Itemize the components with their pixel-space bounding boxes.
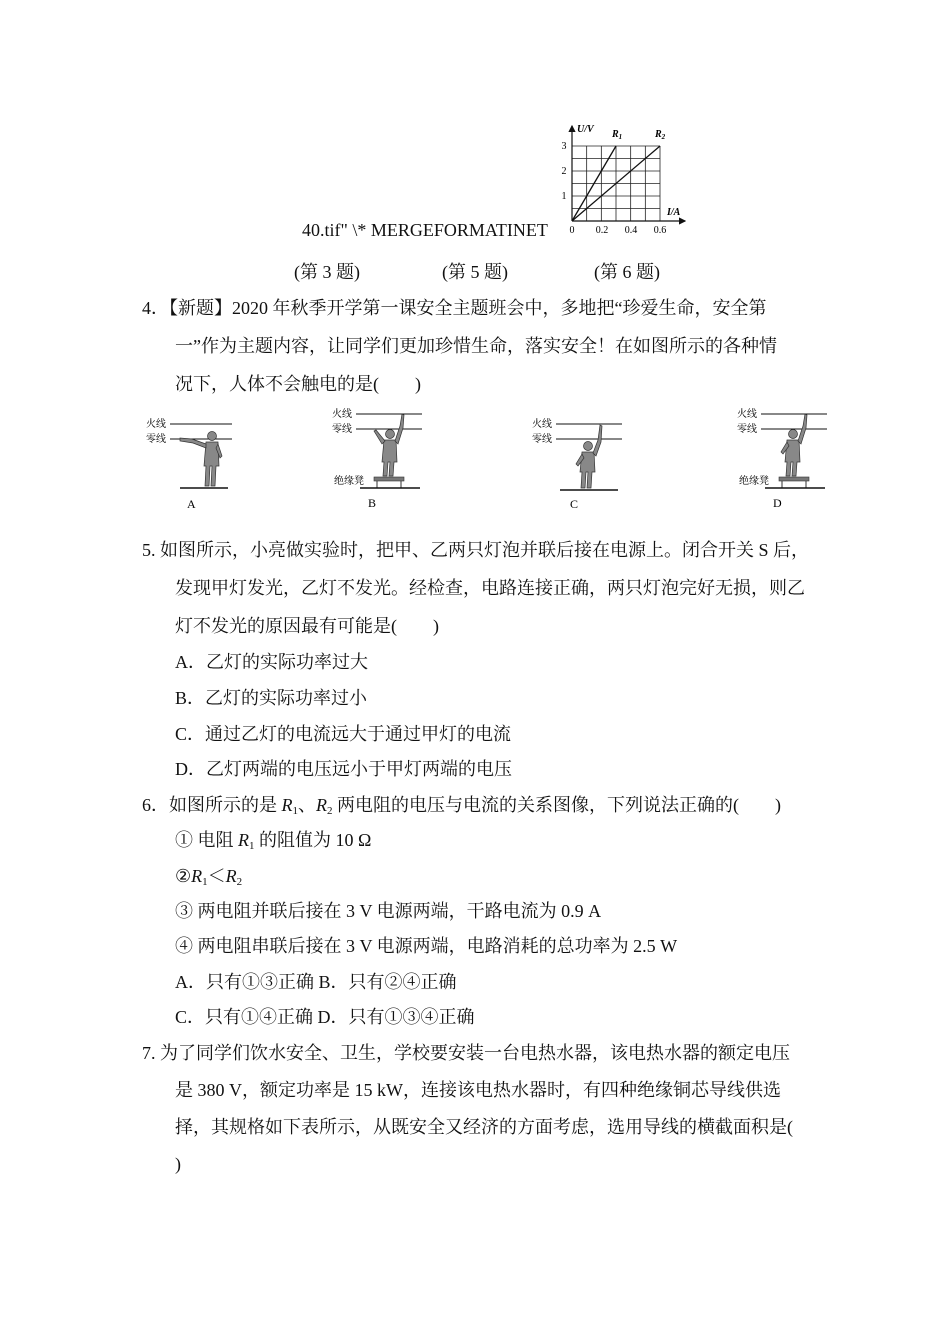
q7-stem-line1: 7. 为了同学们饮水安全、卫生，学校要安装一台电热水器，该电热水器的额定电压 xyxy=(142,1043,790,1063)
svg-text:零线: 零线 xyxy=(737,424,757,435)
svg-text:零线: 零线 xyxy=(532,434,552,445)
q4-figure-d xyxy=(735,404,835,514)
svg-text:火线: 火线 xyxy=(532,419,552,430)
y-axis-label: U/V xyxy=(577,124,594,135)
svg-text:C: C xyxy=(570,497,579,511)
x-axis-label: I/A xyxy=(667,207,681,218)
q4-stem-line1: 4．【新题】2020 年秋季开学第一课安全主题班会中，多地把“珍爱生命，安全第 xyxy=(142,298,767,318)
svg-text:火线: 火线 xyxy=(146,419,166,430)
caption-q5: (第 5 题) xyxy=(442,262,508,282)
q6-stem: 6．如图所示的是 $R_1$、$R_2$ 两电阻的电压与电流的关系图像，下列说法正确的( ) xyxy=(142,795,781,817)
svg-text:火线: 火线 xyxy=(332,409,352,420)
caption-q6: (第 6 题) xyxy=(594,262,660,282)
q6-item-3: ③ 两电阻并联后接在 3 V 电源两端，干路电流为 0.9 A xyxy=(175,901,602,921)
svg-text:零线: 零线 xyxy=(146,434,166,445)
q6-options-cd: C．只有①④正确 D．只有①③④正确 xyxy=(175,1007,475,1027)
q4-stem-line3: 况下，人体不会触电的是( ) xyxy=(175,374,421,394)
svg-text:B: B xyxy=(368,496,377,510)
y-tick-label: 3 xyxy=(561,141,567,152)
q5-stem-line2: 发现甲灯发光，乙灯不发光。经检查，电路连接正确，两只灯泡完好无损，则乙 xyxy=(175,578,805,598)
r2-label: $R_2$ xyxy=(655,129,666,141)
svg-text:A: A xyxy=(187,497,196,511)
q4-figure-b xyxy=(330,404,430,514)
q6-item-2: $②R_1<R_2$ xyxy=(175,866,243,888)
q7-stem-line3: 择，其规格如下表所示，从既安全又经济的方面考虑，选用导线的横截面积是( xyxy=(175,1117,793,1137)
svg-text:绝缘凳: 绝缘凳 xyxy=(739,476,769,487)
x-tick-label: 0.2 xyxy=(595,225,609,236)
q4-figure-c xyxy=(530,414,630,514)
x-tick-label: 0 xyxy=(569,225,575,236)
y-tick-label: 2 xyxy=(561,166,567,177)
q4-stem-line2: 一”作为主题内容，让同学们更加珍惜生命，落实安全！在如图所示的各种情 xyxy=(175,336,777,356)
y-tick-label: 1 xyxy=(561,191,567,202)
q5-option-b: B．乙灯的实际功率过小 xyxy=(175,688,368,708)
svg-text:绝缘凳: 绝缘凳 xyxy=(334,476,364,487)
q5-option-c: C．通过乙灯的电流远大于通过甲灯的电流 xyxy=(175,724,512,744)
r1-label: $R_1$ xyxy=(612,129,623,141)
q6-item-1: ① 电阻 $R_1$ 的阻值为 10 Ω xyxy=(175,830,372,852)
q6-options-ab: A．只有①③正确 B．只有②④正确 xyxy=(175,972,457,992)
svg-text:D: D xyxy=(773,496,782,510)
q5-option-a: A．乙灯的实际功率过大 xyxy=(175,652,368,672)
q6-item-4: ④ 两电阻串联后接在 3 V 电源两端，电路消耗的总功率为 2.5 W xyxy=(175,936,678,956)
q7-stem-line4: ) xyxy=(175,1154,181,1174)
q5-option-d: D．乙灯两端的电压远小于甲灯两端的电压 xyxy=(175,759,512,779)
q7-stem-line2: 是 380 V，额定功率是 15 kW，连接该电热水器时，有四种绝缘铜芯导线供选 xyxy=(175,1080,781,1100)
x-tick-label: 0.6 xyxy=(653,225,667,236)
merge-field-text: 40.tif" \* MERGEFORMATINET xyxy=(302,220,548,240)
q5-stem-line3: 灯不发光的原因最有可能是( ) xyxy=(175,616,439,636)
caption-q3: (第 3 题) xyxy=(294,262,360,282)
u-i-graph xyxy=(555,120,705,238)
q5-stem-line1: 5. 如图所示，小亮做实验时，把甲、乙两只灯泡并联后接在电源上。闭合开关 S 后， xyxy=(142,540,810,560)
x-tick-label: 0.4 xyxy=(624,225,638,236)
svg-text:零线: 零线 xyxy=(332,424,352,435)
q4-figure-a xyxy=(140,414,240,514)
svg-text:火线: 火线 xyxy=(737,409,757,420)
